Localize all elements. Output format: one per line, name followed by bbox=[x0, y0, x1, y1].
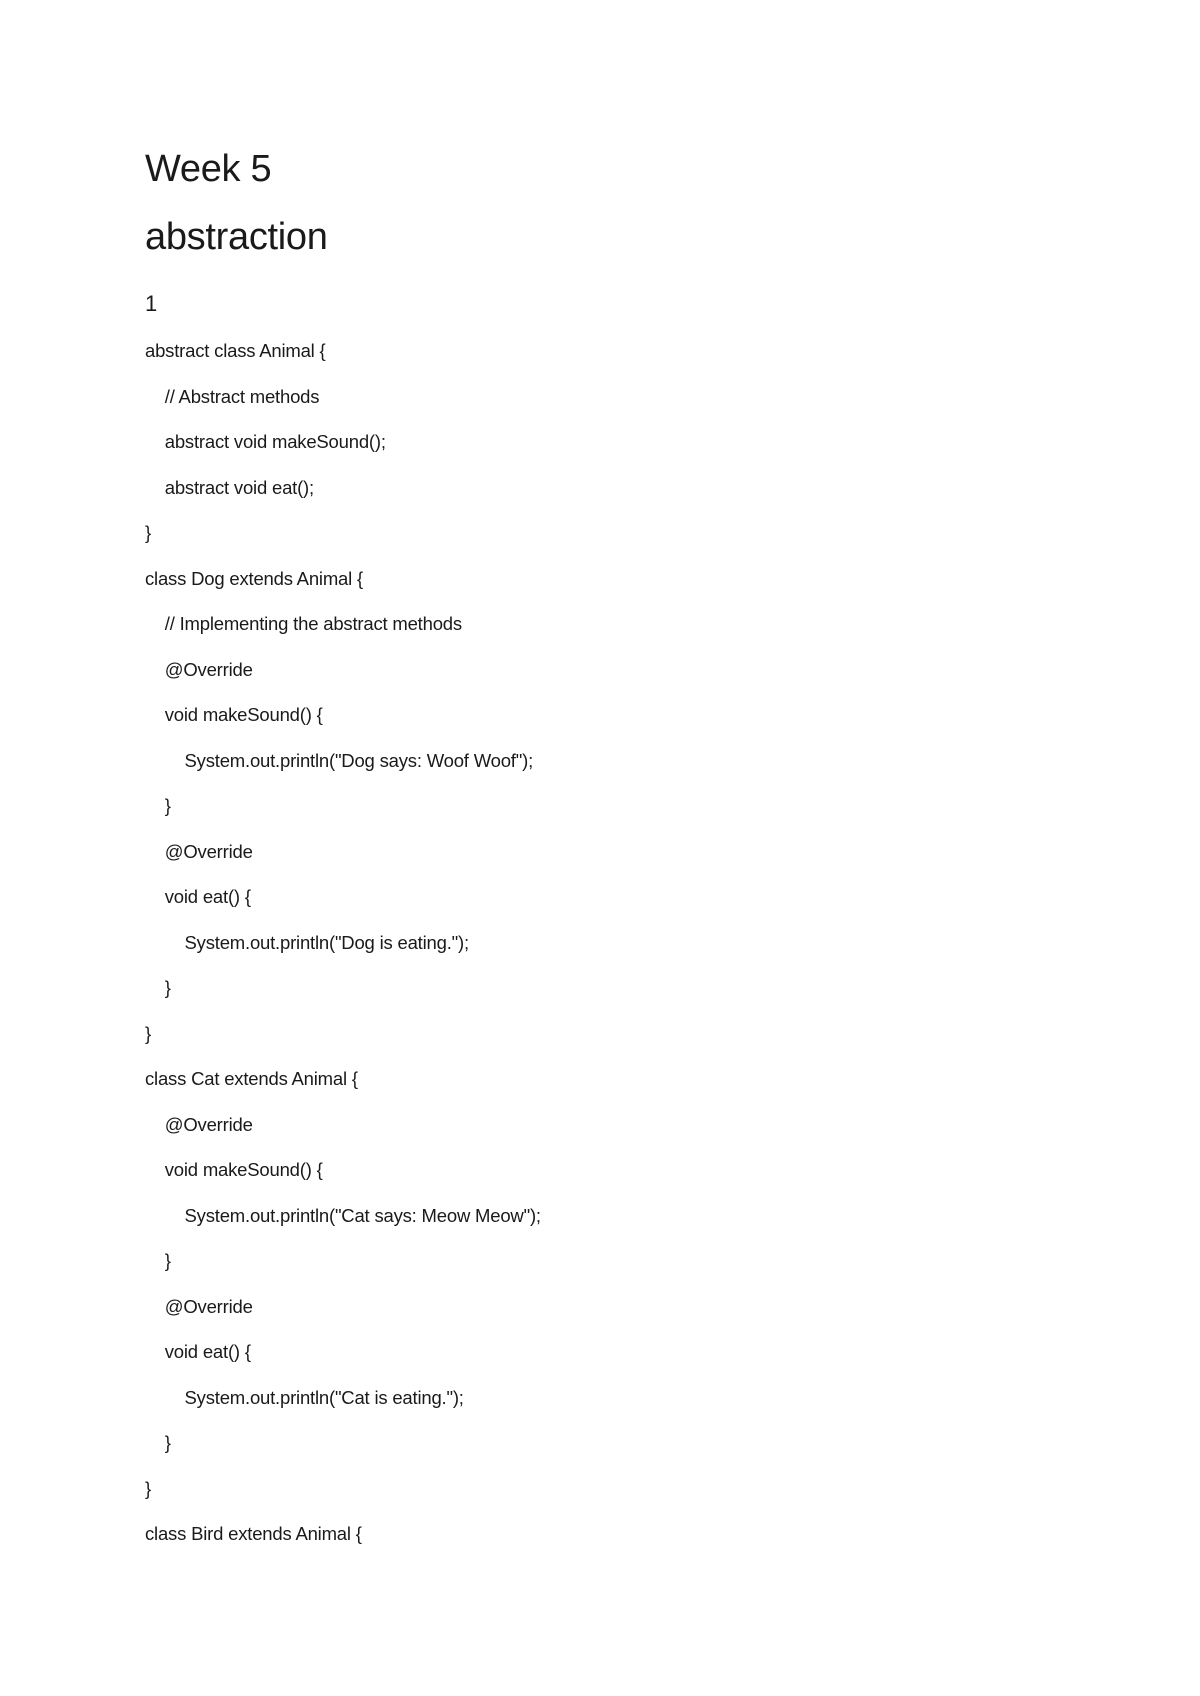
code-line: void eat() { bbox=[145, 886, 251, 907]
code-line: void makeSound() { bbox=[145, 704, 323, 725]
code-line: // Abstract methods bbox=[145, 385, 320, 407]
code-line: System.out.println("Cat says: Meow Meow"); bbox=[145, 1204, 541, 1226]
code-line: // Implementing the abstract methods bbox=[145, 613, 462, 634]
code-line: System.out.println("Dog is eating."); bbox=[145, 931, 469, 953]
code-line: } bbox=[145, 1022, 151, 1044]
code-line: abstract void eat(); bbox=[145, 476, 314, 498]
code-line: class Bird extends Animal { bbox=[145, 1523, 362, 1544]
code-line: class Dog extends Animal { bbox=[145, 567, 363, 589]
code-line: System.out.println("Dog says: Woof Woof"); bbox=[145, 749, 534, 771]
code-line: } bbox=[145, 977, 171, 998]
code-line: void eat() { bbox=[145, 1341, 251, 1362]
code-line: } bbox=[145, 522, 151, 543]
page-subtitle: abstraction bbox=[145, 216, 328, 258]
code-line: @Override bbox=[145, 840, 253, 862]
code-line: } bbox=[145, 1432, 171, 1453]
code-line: abstract void makeSound(); bbox=[145, 431, 386, 452]
code-line: void makeSound() { bbox=[145, 1159, 323, 1180]
code-line: @Override bbox=[145, 1113, 253, 1135]
section-number: 1 bbox=[145, 291, 158, 316]
code-line: class Cat extends Animal { bbox=[145, 1068, 358, 1089]
code-line: @Override bbox=[145, 1295, 253, 1317]
code-line: } bbox=[145, 1477, 151, 1499]
page-title: Week 5 bbox=[145, 148, 272, 190]
code-line: @Override bbox=[145, 658, 253, 680]
code-line: System.out.println("Cat is eating."); bbox=[145, 1386, 464, 1408]
code-listing bbox=[145, 338, 541, 1567]
code-line: } bbox=[145, 795, 171, 816]
code-line: } bbox=[145, 1250, 171, 1271]
code-line: abstract class Animal { bbox=[145, 340, 326, 361]
